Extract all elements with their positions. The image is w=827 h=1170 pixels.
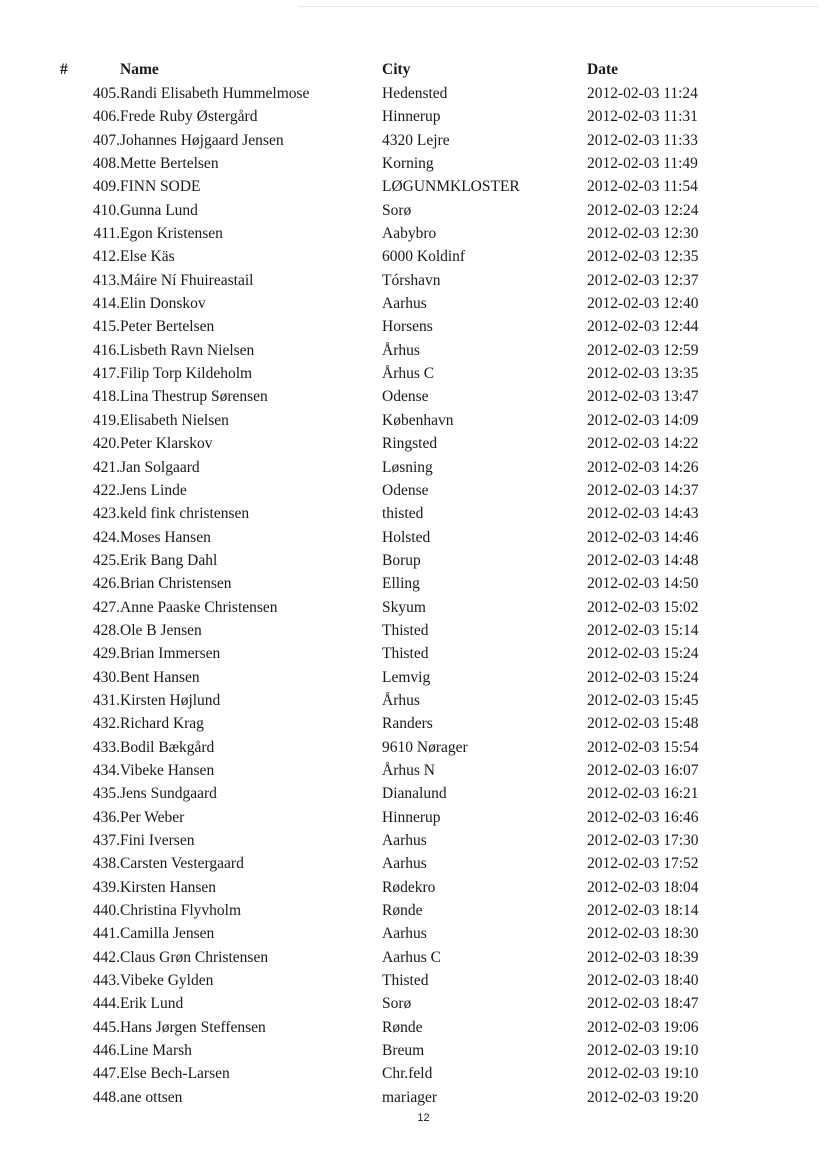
table-row bbox=[60, 315, 767, 338]
row-city: Chr.feld bbox=[382, 1065, 433, 1083]
row-number: 415. bbox=[92, 318, 120, 336]
row-city: Rønde bbox=[382, 902, 423, 920]
table-row bbox=[60, 782, 767, 805]
row-number: 421. bbox=[92, 458, 120, 476]
row-city: Rønde bbox=[382, 1018, 423, 1036]
row-number: 422. bbox=[92, 481, 120, 499]
row-date: 2012-02-03 12:59 bbox=[587, 341, 699, 359]
row-number: 425. bbox=[92, 551, 120, 569]
row-number: 409. bbox=[92, 178, 120, 196]
row-name: Gunna Lund bbox=[120, 201, 198, 219]
row-name: Jan Solgaard bbox=[120, 458, 200, 476]
row-name: keld fink christensen bbox=[120, 505, 250, 523]
row-number: 438. bbox=[92, 855, 120, 873]
row-city: Odense bbox=[382, 388, 429, 406]
row-number: 432. bbox=[92, 715, 120, 733]
row-city: Elling bbox=[382, 575, 420, 593]
row-city: Randers bbox=[382, 715, 433, 733]
row-number: 447. bbox=[92, 1065, 120, 1083]
row-city: Breum bbox=[382, 1042, 425, 1060]
row-date: 2012-02-03 12:24 bbox=[587, 201, 699, 219]
row-city: Aarhus bbox=[382, 832, 427, 849]
row-number: 434. bbox=[92, 761, 120, 779]
row-date: 2012-02-03 12:37 bbox=[587, 271, 699, 289]
row-name: Claus Grøn Christensen bbox=[120, 948, 269, 966]
table-row bbox=[60, 829, 767, 852]
row-city: Ringsted bbox=[382, 435, 438, 453]
row-name: Erik Lund bbox=[120, 995, 184, 1013]
row-number: 410. bbox=[92, 201, 120, 219]
table-row bbox=[60, 385, 767, 408]
row-date: 2012-02-03 11:24 bbox=[587, 85, 698, 102]
row-city: thisted bbox=[382, 505, 424, 523]
header-name: Name bbox=[120, 61, 159, 78]
row-city: Holsted bbox=[382, 528, 431, 546]
row-city: Aarhus bbox=[382, 925, 427, 943]
row-number: 448. bbox=[92, 1088, 120, 1106]
row-city: Hinnerup bbox=[382, 808, 441, 826]
row-date: 2012-02-03 11:49 bbox=[587, 155, 698, 173]
row-date: 2012-02-03 15:54 bbox=[587, 738, 699, 756]
row-city: 6000 Koldinf bbox=[382, 248, 466, 266]
row-date: 2012-02-03 18:40 bbox=[587, 972, 699, 990]
header-date: Date bbox=[587, 61, 618, 78]
row-city: Thisted bbox=[382, 621, 429, 639]
row-name: Moses Hansen bbox=[120, 528, 211, 546]
table-row bbox=[60, 619, 767, 642]
row-date: 2012-02-03 14:43 bbox=[587, 505, 699, 523]
row-name: Camilla Jensen bbox=[120, 925, 215, 943]
row-city: Borup bbox=[382, 551, 421, 569]
row-number: 407. bbox=[92, 131, 120, 149]
row-date: 2012-02-03 11:33 bbox=[587, 131, 698, 149]
row-name: Máire Ní Fhuireastail bbox=[120, 271, 254, 289]
page-number: 12 bbox=[417, 1112, 430, 1124]
table-row bbox=[60, 362, 767, 385]
table-row bbox=[60, 1086, 767, 1109]
row-number: 423. bbox=[92, 505, 120, 523]
row-number: 417. bbox=[92, 365, 120, 383]
row-number: 431. bbox=[92, 691, 120, 709]
row-city: Tórshavn bbox=[382, 271, 441, 289]
row-city: Lemvig bbox=[382, 668, 431, 686]
row-number: 413. bbox=[92, 271, 120, 289]
row-name: Ole B Jensen bbox=[120, 621, 202, 639]
row-number: 405. bbox=[92, 85, 120, 102]
row-name: Frede Ruby Østergård bbox=[120, 108, 258, 126]
table-row bbox=[60, 736, 767, 759]
row-number: 420. bbox=[92, 435, 120, 453]
row-name: Bodil Bækgård bbox=[120, 738, 215, 756]
row-name: Randi Elisabeth Hummelmose bbox=[120, 85, 310, 102]
row-name: Anne Paaske Christensen bbox=[120, 598, 278, 616]
row-number: 443. bbox=[92, 972, 120, 990]
table-row bbox=[60, 105, 767, 128]
table-row bbox=[60, 502, 767, 525]
row-name: Egon Kristensen bbox=[120, 225, 223, 243]
row-date: 2012-02-03 19:10 bbox=[587, 1042, 699, 1060]
row-number: 440. bbox=[92, 902, 120, 920]
row-name: Richard Krag bbox=[120, 715, 204, 733]
row-date: 2012-02-03 18:04 bbox=[587, 878, 699, 896]
row-date: 2012-02-03 14:37 bbox=[587, 481, 699, 499]
row-name: ane ottsen bbox=[120, 1088, 183, 1106]
row-city: Odense bbox=[382, 481, 429, 499]
row-name: Else Käs bbox=[120, 248, 175, 266]
row-date: 2012-02-03 13:35 bbox=[587, 365, 699, 383]
table-row bbox=[60, 82, 767, 105]
table-row bbox=[60, 852, 767, 875]
table-row bbox=[60, 222, 767, 245]
row-date: 2012-02-03 17:52 bbox=[587, 855, 699, 873]
row-city: mariager bbox=[382, 1088, 438, 1106]
row-date: 2012-02-03 18:30 bbox=[587, 925, 699, 943]
table-row bbox=[60, 245, 767, 268]
row-name: Else Bech-Larsen bbox=[120, 1065, 230, 1083]
row-name: Mette Bertelsen bbox=[120, 155, 219, 173]
table-row bbox=[60, 456, 767, 479]
row-date: 2012-02-03 12:30 bbox=[587, 225, 699, 243]
row-city: 4320 Lejre bbox=[382, 131, 450, 149]
row-city: 9610 Nørager bbox=[382, 738, 468, 756]
row-city: Århus N bbox=[382, 761, 435, 779]
table-row bbox=[60, 759, 767, 782]
row-city: Thisted bbox=[382, 972, 429, 990]
table-row bbox=[60, 549, 767, 572]
row-date: 2012-02-03 16:21 bbox=[587, 785, 699, 803]
row-city: Dianalund bbox=[382, 785, 447, 803]
row-number: 414. bbox=[92, 295, 120, 313]
header-city: City bbox=[382, 61, 411, 78]
row-city: København bbox=[382, 411, 454, 429]
row-date: 2012-02-03 15:48 bbox=[587, 715, 699, 733]
row-name: Lisbeth Ravn Nielsen bbox=[120, 341, 255, 359]
row-number: 437. bbox=[92, 832, 120, 849]
row-date: 2012-02-03 12:35 bbox=[587, 248, 699, 266]
row-city: Thisted bbox=[382, 645, 429, 663]
header-row bbox=[60, 58, 767, 82]
row-number: 408. bbox=[92, 155, 120, 173]
row-number: 424. bbox=[92, 528, 120, 546]
table-row bbox=[60, 152, 767, 175]
table-row bbox=[60, 806, 767, 829]
row-date: 2012-02-03 13:47 bbox=[587, 388, 699, 406]
row-date: 2012-02-03 12:44 bbox=[587, 318, 699, 336]
row-date: 2012-02-03 11:31 bbox=[587, 108, 698, 126]
row-date: 2012-02-03 18:14 bbox=[587, 902, 699, 920]
row-name: Jens Sundgaard bbox=[120, 785, 217, 803]
row-date: 2012-02-03 14:48 bbox=[587, 551, 699, 569]
table-row bbox=[60, 175, 767, 198]
row-city: Rødekro bbox=[382, 878, 436, 896]
table-row bbox=[60, 479, 767, 502]
row-name: Vibeke Hansen bbox=[120, 761, 215, 779]
row-number: 442. bbox=[92, 948, 120, 966]
row-date: 2012-02-03 18:39 bbox=[587, 948, 699, 966]
row-number: 427. bbox=[92, 598, 120, 616]
table-row bbox=[60, 339, 767, 362]
row-date: 2012-02-03 15:45 bbox=[587, 691, 699, 709]
row-number: 446. bbox=[92, 1042, 120, 1060]
scan-artifact-line bbox=[298, 6, 818, 7]
table-row bbox=[60, 269, 767, 292]
table-row bbox=[60, 526, 767, 549]
row-name: Brian Immersen bbox=[120, 645, 221, 663]
row-city: Aarhus bbox=[382, 855, 427, 873]
row-date: 2012-02-03 14:46 bbox=[587, 528, 699, 546]
row-number: 435. bbox=[92, 785, 120, 803]
header-number: # bbox=[60, 61, 68, 78]
row-date: 2012-02-03 19:20 bbox=[587, 1088, 699, 1106]
row-name: Carsten Vestergaard bbox=[120, 855, 244, 873]
table-row bbox=[60, 409, 767, 432]
row-number: 412. bbox=[92, 248, 120, 266]
row-name: Christina Flyvholm bbox=[120, 902, 241, 920]
table-row bbox=[60, 642, 767, 665]
row-name: Jens Linde bbox=[120, 481, 187, 499]
row-name: Elisabeth Nielsen bbox=[120, 411, 229, 429]
row-date: 2012-02-03 14:22 bbox=[587, 435, 699, 453]
row-name: Hans Jørgen Steffensen bbox=[120, 1018, 266, 1036]
row-date: 2012-02-03 14:50 bbox=[587, 575, 699, 593]
row-number: 406. bbox=[92, 108, 120, 126]
row-date: 2012-02-03 15:24 bbox=[587, 668, 699, 686]
row-name: Per Weber bbox=[120, 808, 185, 826]
table-row bbox=[60, 992, 767, 1015]
table-row bbox=[60, 899, 767, 922]
row-name: FINN SODE bbox=[120, 178, 201, 196]
table-row bbox=[60, 432, 767, 455]
row-city: Aabybro bbox=[382, 225, 437, 243]
row-name: Peter Klarskov bbox=[120, 435, 213, 453]
row-city: Horsens bbox=[382, 318, 433, 336]
row-date: 2012-02-03 19:10 bbox=[587, 1065, 699, 1083]
row-city: Korning bbox=[382, 155, 434, 173]
row-name: Brian Christensen bbox=[120, 575, 232, 593]
row-city: Aarhus bbox=[382, 295, 427, 313]
table-row bbox=[60, 199, 767, 222]
table-row bbox=[60, 1016, 767, 1039]
row-date: 2012-02-03 14:09 bbox=[587, 411, 699, 429]
table-body bbox=[60, 82, 767, 1109]
row-date: 2012-02-03 14:26 bbox=[587, 458, 699, 476]
row-number: 411. bbox=[93, 225, 120, 243]
table-row bbox=[60, 922, 767, 945]
row-city: Hinnerup bbox=[382, 108, 441, 126]
row-number: 419. bbox=[92, 411, 120, 429]
row-date: 2012-02-03 16:07 bbox=[587, 761, 699, 779]
table-row bbox=[60, 712, 767, 735]
row-city: Skyum bbox=[382, 598, 426, 616]
row-city: Aarhus C bbox=[382, 948, 441, 966]
table-row bbox=[60, 292, 767, 315]
table-row bbox=[60, 1039, 767, 1062]
table-row bbox=[60, 666, 767, 689]
table-row bbox=[60, 876, 767, 899]
row-name: Filip Torp Kildeholm bbox=[120, 365, 253, 383]
row-name: Fini Iversen bbox=[120, 832, 195, 849]
row-city: Hedensted bbox=[382, 85, 448, 102]
row-date: 2012-02-03 15:14 bbox=[587, 621, 699, 639]
row-name: Johannes Højgaard Jensen bbox=[120, 131, 284, 149]
table-row bbox=[60, 129, 767, 152]
table-row bbox=[60, 572, 767, 595]
row-number: 428. bbox=[92, 621, 120, 639]
row-number: 444. bbox=[92, 995, 120, 1013]
row-number: 439. bbox=[92, 878, 120, 896]
row-date: 2012-02-03 16:46 bbox=[587, 808, 699, 826]
row-city: Sorø bbox=[382, 201, 412, 219]
table-row bbox=[60, 596, 767, 619]
row-number: 416. bbox=[92, 341, 120, 359]
row-name: Elin Donskov bbox=[120, 295, 206, 313]
row-number: 436. bbox=[92, 808, 120, 826]
row-number: 418. bbox=[92, 388, 120, 406]
row-city: Sorø bbox=[382, 995, 412, 1013]
row-city: Løsning bbox=[382, 458, 433, 476]
row-date: 2012-02-03 19:06 bbox=[587, 1018, 699, 1036]
row-number: 433. bbox=[92, 738, 120, 756]
row-date: 2012-02-03 11:54 bbox=[587, 178, 698, 196]
row-number: 426. bbox=[92, 575, 120, 593]
row-date: 2012-02-03 15:24 bbox=[587, 645, 699, 663]
row-number: 445. bbox=[92, 1018, 120, 1036]
row-city: Århus bbox=[382, 341, 420, 359]
row-name: Vibeke Gylden bbox=[120, 972, 214, 990]
row-city: Århus C bbox=[382, 365, 435, 383]
row-name: Lina Thestrup Sørensen bbox=[120, 388, 268, 406]
row-date: 2012-02-03 18:47 bbox=[587, 995, 699, 1013]
row-number: 441. bbox=[92, 925, 120, 943]
table-row bbox=[60, 946, 767, 969]
row-date: 2012-02-03 15:02 bbox=[587, 598, 699, 616]
table-row bbox=[60, 969, 767, 992]
table-row bbox=[60, 1062, 767, 1085]
row-name: Erik Bang Dahl bbox=[120, 551, 218, 569]
row-city: Århus bbox=[382, 691, 420, 709]
row-name: Kirsten Højlund bbox=[120, 691, 221, 709]
row-number: 429. bbox=[92, 645, 120, 663]
row-name: Peter Bertelsen bbox=[120, 318, 215, 336]
row-date: 2012-02-03 12:40 bbox=[587, 295, 699, 313]
row-name: Line Marsh bbox=[120, 1042, 192, 1060]
row-name: Kirsten Hansen bbox=[120, 878, 216, 896]
row-date: 2012-02-03 17:30 bbox=[587, 832, 699, 849]
table-row bbox=[60, 689, 767, 712]
signature-table bbox=[60, 58, 767, 1109]
row-number: 430. bbox=[92, 668, 120, 686]
row-city: LØGUNMKLOSTER bbox=[382, 178, 520, 196]
row-name: Bent Hansen bbox=[120, 668, 200, 686]
